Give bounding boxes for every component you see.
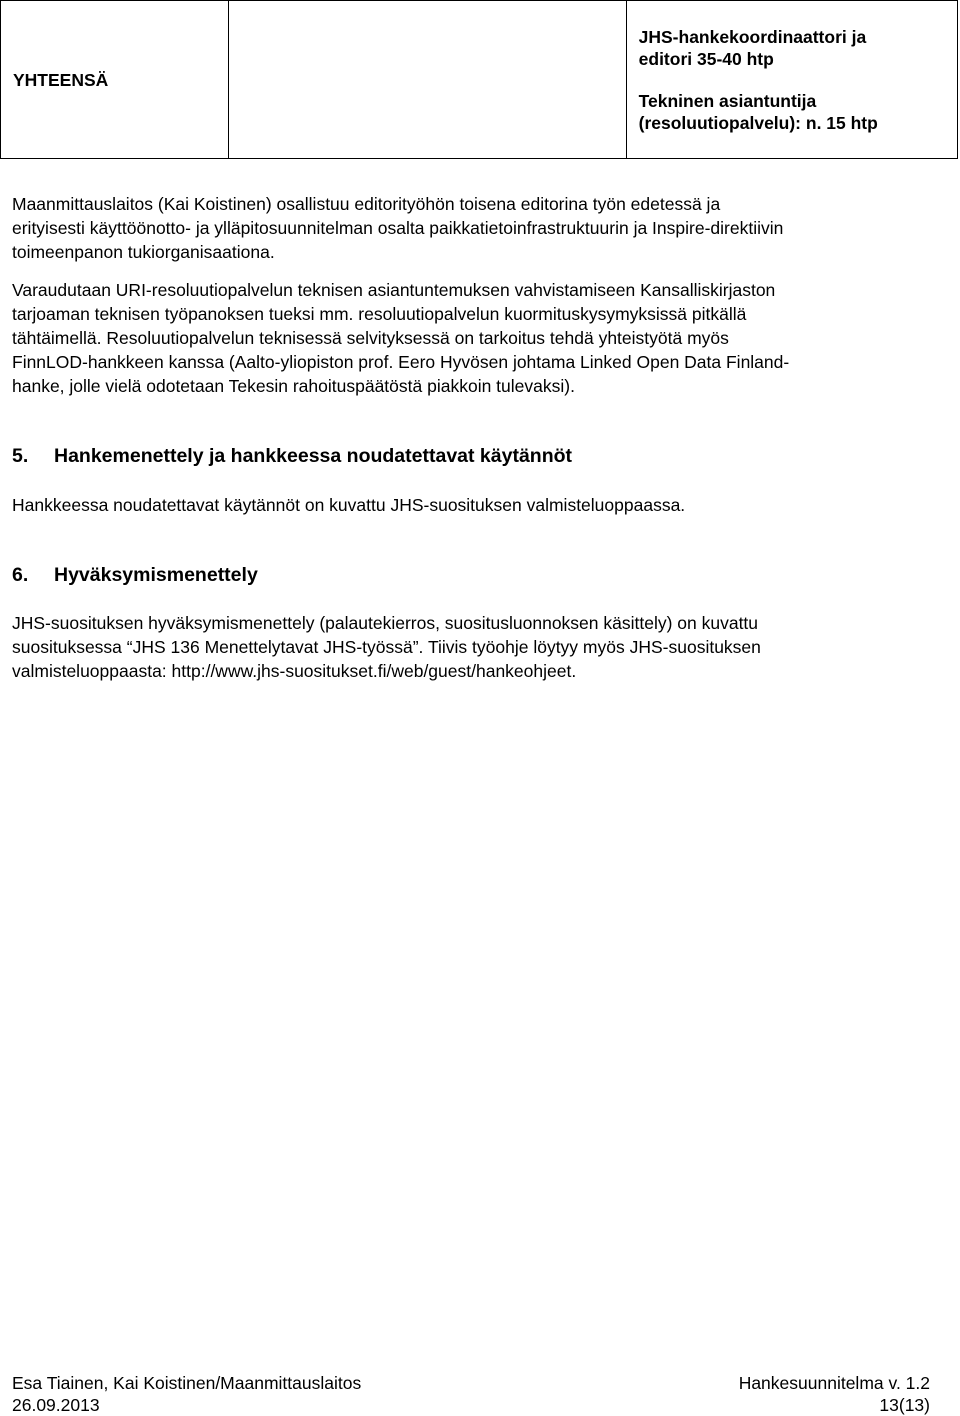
section-5-number: 5. (12, 445, 29, 467)
text-line: FinnLOD-hankkeen kanssa (Aalto-yliopiston prof. Eero Hyvösen johtama Linked Open Data Finland- (12, 352, 790, 372)
role-coordinator (639, 26, 957, 70)
summary-roles-cell (626, 1, 957, 159)
text-line: toimeenpanon tukiorganisaationa. (12, 242, 275, 262)
section-6-heading (12, 563, 258, 587)
summary-label: YHTEENSÄ (13, 69, 109, 90)
page-footer (12, 1372, 930, 1416)
text-line: Varaudutaan URI-resoluutiopalvelun teknisen asiantuntemuksen vahvistamiseen Kansalliskirjaston (12, 280, 776, 300)
footer-date: 26.09.2013 (12, 1395, 100, 1415)
summary-label-cell (1, 1, 229, 159)
text-line: hanke, jolle vielä odotetaan Tekesin rahoituspäätöstä piakkoin tulevaksi). (12, 376, 575, 396)
footer-doc-version: Hankesuunnitelma v. 1.2 (738, 1373, 930, 1393)
text-line: erityisesti käyttöönotto- ja ylläpitosuunnitelman osalta paikkatietoinfrastruktuurin ja Inspire-direktiivin (12, 218, 784, 238)
section-6-number: 6. (12, 564, 29, 586)
text-line: Hankkeessa noudatettavat käytännöt on kuvattu JHS-suosituksen valmisteluoppaassa. (12, 495, 686, 515)
summary-table (0, 0, 958, 159)
footer-page-number: 13(13) (879, 1395, 930, 1415)
text-line: valmisteluoppaasta: http://www.jhs-suositukset.fi/web/guest/hankeohjeet. (12, 661, 577, 681)
section-5-body (12, 493, 948, 517)
intro-paragraph-1 (12, 192, 948, 264)
section-6-title: Hyväksymismenettely (54, 564, 258, 586)
section-5-title: Hankemenettely ja hankkeessa noudatettavat käytännöt (54, 445, 573, 467)
summary-middle-cell (229, 1, 626, 159)
role-coordinator-effort: editori 35-40 htp (638, 48, 774, 69)
text-line: tähtäimellä. Resoluutiopalvelun teknisessä selvityksessä on tarkoitus tehdä yhteistyötä myös (12, 328, 729, 348)
text-line: suosituksessa “JHS 136 Menettelytavat JHS-työssä”. Tiivis työohje löytyy myös JHS-suosituksen (12, 637, 761, 657)
text-line: tarjoaman teknisen työpanoksen tueksi mm. resoluutiopalvelun kuormituskysymyksissä pitkällä (12, 304, 747, 324)
role-coordinator-title: JHS-hankekoordinaattori ja (638, 26, 867, 47)
footer-authors: Esa Tiainen, Kai Koistinen/Maanmittauslaitos (12, 1373, 362, 1393)
role-technical-expert (639, 90, 957, 134)
text-line: Maanmittauslaitos (Kai Koistinen) osallistuu editorityöhön toisena editorina työn edetessä ja (12, 194, 721, 214)
intro-paragraph-2 (12, 278, 948, 398)
text-line: JHS-suosituksen hyväksymismenettely (palautekierros, suositusluonnoksen käsittely) on kuvattu (12, 613, 759, 633)
role-technical-effort: (resoluutiopalvelu): n. 15 htp (638, 112, 878, 133)
section-5-heading (12, 444, 572, 468)
role-technical-title: Tekninen asiantuntija (638, 90, 817, 111)
section-6-body (12, 611, 948, 683)
intro-text (12, 192, 948, 398)
